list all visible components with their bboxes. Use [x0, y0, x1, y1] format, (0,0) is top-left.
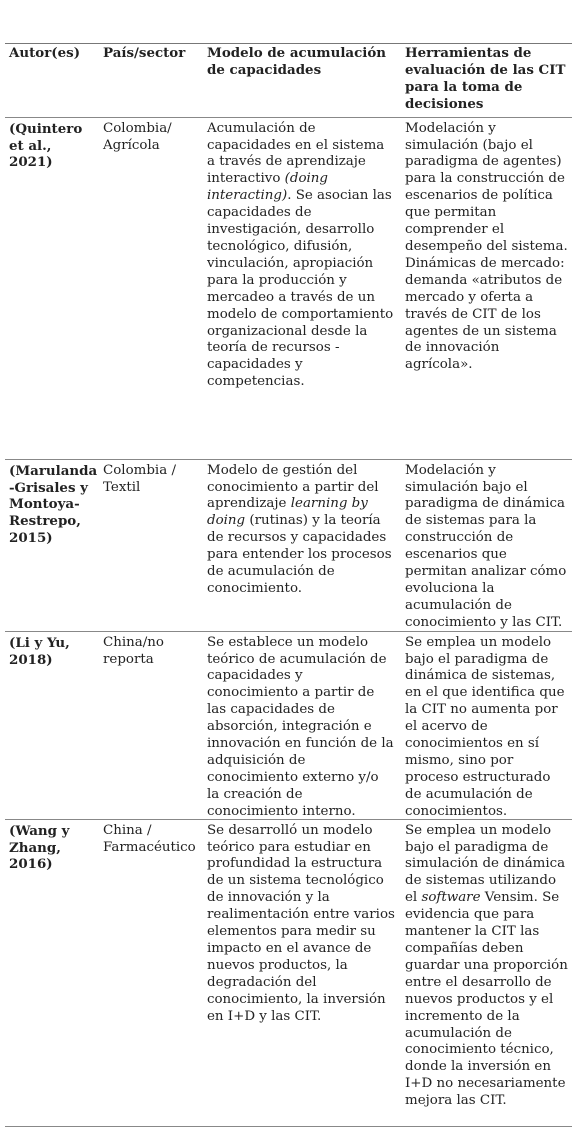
model-text: Modelo de gestión del conocimiento a partir del aprendizaje — [207, 462, 379, 512]
tools-text: Modelación y simulación (bajo el paradigma de agentes) para la construcción de escenarios de política que permitan comprender el desempeño del sistema. Dinámicas de mercado: demanda «atributos de mercado y oferta a través de CIT de los agentes de un sistema de innovación agrícola». — [405, 120, 568, 373]
author-cell: (Li y Yu, 2018) — [9, 634, 70, 668]
comparison-table — [5, 43, 572, 1127]
header-country-sector: País/sector — [103, 45, 186, 61]
country-sector-cell: China/no reporta — [103, 634, 164, 667]
header-tools: Herramientas de evaluación de las CIT para la toma de decisiones — [405, 45, 566, 112]
tools-text-cont: Vensim. Se evidencia que para mantener la CIT las compañías deben guardar una proporción entre el desarrollo de nuevos productos y el incremento de la acumulación de conocimiento técnico, donde la inversión en I+D no necesariamente mejora las CIT. — [405, 890, 568, 1109]
table-row — [5, 460, 572, 632]
tools-text: Se emplea un modelo bajo el paradigma de simulación de dinámica de sistemas utilizando el — [405, 822, 566, 906]
country-sector-cell: China / Farmacéutico — [103, 822, 196, 855]
tools-cell — [401, 460, 572, 633]
author-cell: (Wang y Zhang, 2016) — [9, 822, 70, 873]
model-text: Se establece un modelo teórico de acumulación de capacidades y conocimiento a partir de las capacidades de absorción, integración e innovación en función de la adquisición de conocimiento externo y/o la creación de conocimiento interno. — [207, 634, 394, 819]
table-row — [5, 632, 572, 820]
model-emphasis: (doing interacting) — [207, 171, 328, 204]
model-text: Acumulación de capacidades en el sistema a través de aprendizaje interactivo — [207, 120, 385, 187]
table-row — [5, 118, 572, 460]
model-text: Se desarrolló un modelo teórico para estudiar en profundidad la estructura de un sistema tecnológico de innovación y la realimentación entre varios elementos para medir su impacto en el avance de nuevos productos, la degradación del conocimiento, la inversión en I+D y las CIT. — [207, 822, 395, 1024]
tools-text: Se emplea un modelo bajo el paradigma de dinámica de sistemas, en el que identifica que la CIT no aumenta por el acervo de conocimientos en sí mismo, sino por proceso estructurado de acumulación de conocimientos. — [405, 634, 565, 819]
model-cell — [203, 118, 401, 459]
country-sector-cell: Colombia/ Agrícola — [103, 120, 172, 153]
model-cell — [203, 460, 401, 633]
header-model: Modelo de acumulación de capacidades — [207, 45, 387, 78]
author-cell: (Quintero et al., 2021) — [9, 120, 83, 171]
author-cell: (Marulanda -Grisales y Montoya-Restrepo, 2015) — [9, 462, 98, 547]
model-emphasis: learning by doing — [207, 496, 368, 529]
model-text-cont: (rutinas) y la teoría de recursos y capacidades para entender los procesos de acumulación de conocimiento. — [207, 513, 392, 596]
tools-cell — [401, 118, 572, 459]
tools-text: Modelación y simulación bajo el paradigma de dinámica de sistemas para la construcción de escenarios que permitan analizar cómo evoluciona la acumulación de conocimiento y las CIT. — [405, 462, 567, 630]
model-cell — [203, 820, 401, 1126]
country-sector-cell: Colombia / Textil — [103, 462, 176, 495]
model-text-cont: . Se asocian las capacidades de investigación, desarrollo tecnológico, difusión, vinculación, apropiación para la producción y mercadeo a través de un modelo de comportamiento organizacional desde la teoría de recursos - capacidades y competencias. — [207, 188, 394, 390]
table-row — [5, 820, 572, 1127]
tools-emphasis: software — [421, 890, 481, 906]
table-header-row — [5, 44, 572, 118]
tools-cell — [401, 632, 572, 822]
header-author: Autor(es) — [9, 45, 81, 61]
tools-cell — [401, 820, 572, 1126]
model-cell — [203, 632, 401, 822]
